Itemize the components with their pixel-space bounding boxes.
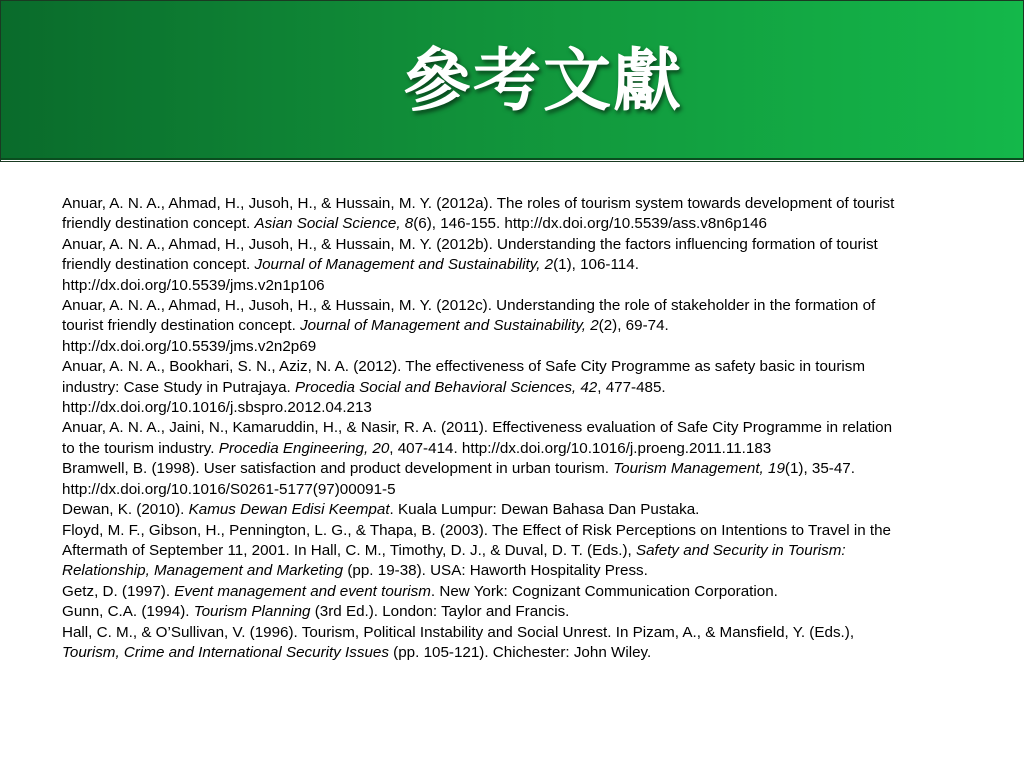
- reference-text: Hall, C. M., & O’Sullivan, V. (1996). Tourism, Political Instability and Social Unrest. In Pizam, A., & Mansfield, Y. (Eds.),: [62, 623, 855, 641]
- reference-text: Anuar, A. N. A., Ahmad, H., Jusoh, H., & Hussain, M. Y. (2012a). The roles of tourism system towards development of tourist friendly destination concept.: [62, 195, 895, 233]
- reference-entry: [62, 582, 904, 602]
- reference-text: Dewan, K. (2010).: [62, 501, 189, 519]
- reference-details: (1), 106-114. http://dx.doi.org/10.5539/jms.v2n1p106: [62, 256, 639, 294]
- reference-source-title: Event management and event tourism: [174, 582, 431, 600]
- reference-source-title: Journal of Management and Sustainability, 2: [300, 317, 599, 335]
- reference-source-title: Safety and Security in Tourism: Relationship, Management and Marketing: [62, 541, 846, 580]
- reference-details: . New York: Cognizant Communication Corporation.: [430, 582, 778, 600]
- reference-source-title: Asian Social Science, 8: [254, 215, 414, 233]
- reference-entry: [62, 194, 904, 235]
- reference-details: (6), 146-155. http://dx.doi.org/10.5539/ass.v8n6p146: [413, 215, 767, 233]
- reference-text: Gunn, C.A. (1994).: [62, 603, 194, 621]
- reference-entry: [62, 521, 904, 582]
- reference-entry: [62, 235, 904, 296]
- reference-source-title: Tourism, Crime and International Security Issues: [62, 643, 389, 661]
- reference-details: , 477-485. http://dx.doi.org/10.1016/j.sbspro.2012.04.213: [62, 378, 666, 417]
- reference-source-title: Procedia Engineering, 20: [218, 439, 390, 457]
- reference-details: (3rd Ed.). London: Taylor and Francis.: [310, 603, 570, 621]
- reference-source-title: Kamus Dewan Edisi Keempat: [188, 501, 390, 519]
- reference-text: Getz, D. (1997).: [62, 582, 175, 600]
- reference-details: (2), 69-74. http://dx.doi.org/10.5539/jms.v2n2p69: [62, 317, 669, 355]
- reference-entry: [62, 296, 904, 357]
- reference-entry: [62, 459, 904, 500]
- reference-entry: [62, 357, 904, 418]
- reference-entry: [62, 623, 904, 664]
- reference-source-title: Procedia Social and Behavioral Sciences, 42: [295, 378, 598, 396]
- reference-text: Anuar, A. N. A., Ahmad, H., Jusoh, H., & Hussain, M. Y. (2012c). Understanding the role of stakeholder in the formation of tourist friendly destination concept.: [62, 297, 876, 335]
- reference-details: (pp. 105-121). Chichester: John Wiley.: [388, 643, 652, 661]
- reference-details: . Kuala Lumpur: Dewan Bahasa Dan Pustaka.: [389, 501, 700, 519]
- reference-source-title: Tourism Planning: [193, 603, 311, 621]
- reference-list: [62, 194, 904, 663]
- reference-source-title: Tourism Management, 19: [613, 460, 785, 478]
- reference-text: Anuar, A. N. A., Ahmad, H., Jusoh, H., & Hussain, M. Y. (2012b). Understanding the factors influencing formation of tourist friendly destination concept.: [62, 235, 878, 274]
- reference-details: (1), 35-47. http://dx.doi.org/10.1016/S0261-5177(97)00091-5: [62, 460, 855, 498]
- reference-text: Floyd, M. F., Gibson, H., Pennington, L. G., & Thapa, B. (2003). The Effect of Risk Perceptions on Intentions to Travel in the Aftermath of September 11, 2001. In Hall, C. M., Timothy, D. J., & Duval, D. T. (Eds.),: [62, 521, 891, 559]
- reference-source-title: Journal of Management and Sustainability, 2: [254, 256, 554, 274]
- reference-details: (pp. 19-38). USA: Haworth Hospitality Press.: [343, 562, 648, 580]
- reference-entry: [62, 602, 904, 622]
- reference-entry: [62, 500, 904, 520]
- reference-entry: [62, 418, 904, 459]
- reference-text: Anuar, A. N. A., Bookhari, S. N., Aziz, N. A. (2012). The effectiveness of Safe City Programme as safety basic in tourism industry: Case Study in Putrajaya.: [62, 358, 866, 396]
- reference-details: , 407-414. http://dx.doi.org/10.1016/j.proeng.2011.11.183: [389, 439, 772, 457]
- reference-text: Bramwell, B. (1998). User satisfaction and product development in urban tourism.: [62, 460, 614, 478]
- reference-text: Anuar, A. N. A., Jaini, N., Kamaruddin, H., & Nasir, R. A. (2011). Effectiveness evaluation of Safe City Programme in relation to the tourism industry.: [62, 419, 893, 457]
- slide-title: 參考文獻: [402, 42, 683, 121]
